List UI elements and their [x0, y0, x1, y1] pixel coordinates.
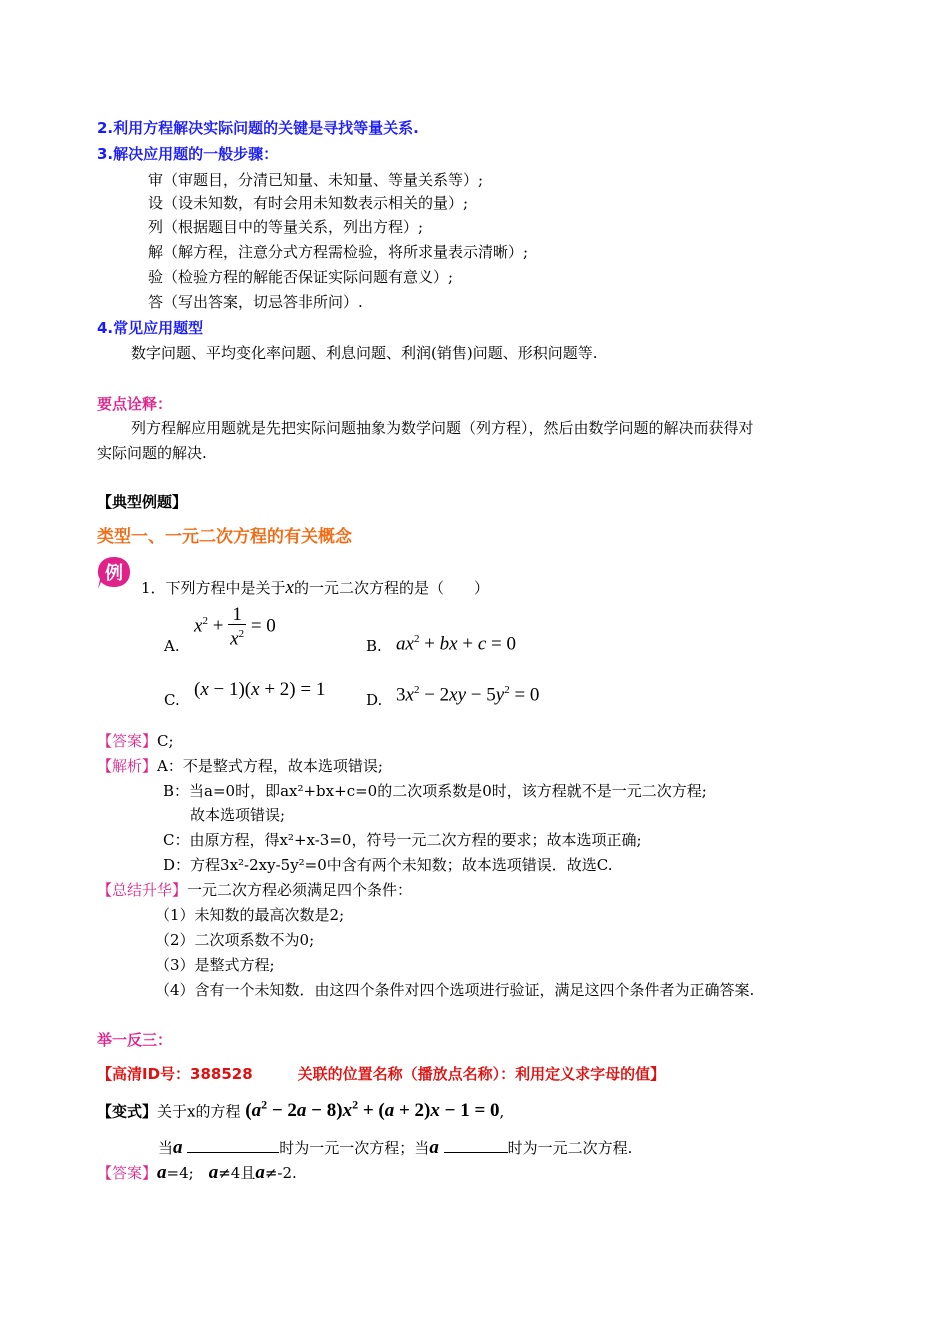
- option-d: D.: [366, 691, 383, 709]
- step-item: 列（根据题目中的等量关系，列出方程）;: [148, 218, 424, 236]
- variant-equation: $(a^2 - 2a - 8)x^2 + (a + 2)x - 1 = 0$: [245, 1098, 500, 1122]
- variant-line: 【变式】关于x的方程 $(a^2 - 2a - 8)x^2 + (a + 2)x - 1 = 0$,: [97, 1098, 505, 1122]
- analysis-line-d: D：方程3x²-2xy-5y²=0中含有两个未知数；故本选项错误．故选C.: [163, 856, 613, 874]
- hd-id-line: 【高清ID号：388528 关联的位置名称（播放点名称）：利用定义求字母的值】: [97, 1065, 666, 1083]
- practice-title: 举一反三：: [97, 1031, 173, 1049]
- option-b: B.: [366, 637, 382, 655]
- step-item: 设（设未知数，有时会用未知数表示相关的量）;: [148, 194, 469, 212]
- condition-item: （4）含有一个未知数．由这四个条件对四个选项进行验证，满足这四个条件者为正确答案.: [155, 981, 755, 999]
- example-badge-icon: [96, 555, 132, 591]
- variant-blank-line: 当a 时为一元一次方程；当a 时为一元二次方程.: [158, 1137, 633, 1158]
- blank-2[interactable]: [444, 1138, 508, 1153]
- option-d-equation: $3x^2 - 2xy - 5y^2 = 0$: [396, 684, 540, 706]
- option-a-equation: $x^2$ + $\frac{1}{x^2}$ = 0: [194, 604, 276, 650]
- answer-line: 【答案】C;: [97, 732, 174, 750]
- step-item: 审（审题目，分清已知量、未知量、等量关系等）;: [148, 171, 484, 189]
- option-b-equation: $ax^2$ + bx + c = 0: [396, 633, 516, 655]
- question-1-stem: 1．下列方程中是关于x的一元二次方程的是（ ）: [141, 577, 489, 598]
- variant-answer-line: 【答案】a=4; a≠4且a≠-2.: [97, 1162, 297, 1183]
- condition-item: （1）未知数的最高次数是2;: [155, 906, 345, 924]
- key-points-body-line2: 实际问题的解决.: [97, 444, 207, 462]
- badge-label: 例: [105, 563, 123, 584]
- step-item: 解（解方程，注意分式方程需检验，将所求量表示清晰）;: [148, 243, 529, 261]
- option-a: A.: [164, 637, 180, 655]
- analysis-line-b2: 故本选项错误;: [190, 806, 286, 824]
- step-item: 答（写出答案，切忌答非所问）.: [148, 293, 363, 311]
- analysis-line-c: C：由原方程，得x²+x-3=0，符号一元二次方程的要求；故本选项正确;: [163, 831, 642, 849]
- option-c: C.: [164, 691, 180, 709]
- condition-item: （2）二次项系数不为0;: [155, 931, 315, 949]
- examples-title: 【典型例题】: [97, 493, 188, 511]
- step-item: 验（检验方程的解能否保证实际问题有意义）;: [148, 268, 454, 286]
- summary-line: 【总结升华】一元二次方程必须满足四个条件：: [97, 881, 413, 899]
- option-c-equation: (x − 1)(x + 2) = 1: [194, 679, 326, 700]
- section-3-heading: 3.解决应用题的一般步骤：: [97, 145, 279, 163]
- type1-title: 类型一、一元二次方程的有关概念: [97, 527, 352, 547]
- key-points-body-line1: 列方程解应用题就是先把实际问题抽象为数学问题（列方程），然后由数学问题的解决而获得对: [131, 419, 754, 437]
- analysis-line-a: 【解析】A：不是整式方程，故本选项错误;: [97, 757, 383, 775]
- analysis-line-b: B：当a=0时，即ax²+bx+c=0的二次项系数是0时，该方程就不是一元二次方程;: [163, 782, 707, 800]
- section-4-heading: 4.常见应用题型: [97, 319, 204, 337]
- blank-1[interactable]: [187, 1138, 279, 1153]
- section-2-heading: 2.利用方程解决实际问题的关键是寻找等量关系.: [97, 119, 419, 137]
- key-points-title: 要点诠释：: [97, 395, 173, 413]
- section-4-body: 数字问题、平均变化率问题、利息问题、利润(销售)问题、形积问题等.: [131, 344, 598, 362]
- condition-item: （3）是整式方程;: [155, 956, 275, 974]
